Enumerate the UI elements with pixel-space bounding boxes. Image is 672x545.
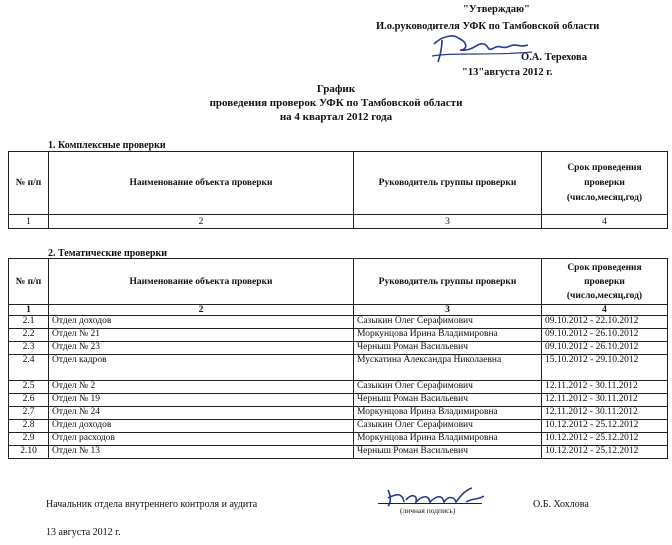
signature-caption: (личная подпись) [400, 506, 456, 515]
cell-leader: Черныш Роман Васильевич [354, 446, 542, 459]
cell-object: Отдел № 13 [49, 446, 354, 459]
footer-position: Начальник отдела внутреннего контроля и аудита [46, 499, 258, 510]
cell-leader: Сазыкин Олег Серафимович [354, 381, 542, 394]
cell-num: 2.10 [9, 446, 49, 459]
footer-date: 13 августа 2012 г. [46, 527, 121, 538]
section1-table [8, 151, 668, 229]
cell-period: 12.11.2012 - 30.11.2012 [542, 394, 668, 407]
cell-leader: Черныш Роман Васильевич [354, 394, 542, 407]
cell-num: 2.3 [9, 342, 49, 355]
cell-object: Отдел доходов [49, 316, 354, 329]
col-leader-header: Руководитель группы проверки [354, 152, 542, 215]
cell-period: 15.10.2012 - 29.10.2012 [542, 355, 668, 381]
cell-leader: Сазыкин Олег Серафимович [354, 316, 542, 329]
approval-name: О.А. Терехова [521, 52, 587, 63]
cell-object: Отдел № 21 [49, 329, 354, 342]
col-period-header: Срок проведения проверки (число,месяц,год) [542, 259, 668, 305]
cell-num: 2.8 [9, 420, 49, 433]
cell-period: 10.12.2012 - 25.12.2012 [542, 433, 668, 446]
table-row [9, 342, 668, 355]
cell-object: Отдел расходов [49, 433, 354, 446]
cell-period: 12.11.2012 - 30.11.2012 [542, 381, 668, 394]
cell-num: 2.7 [9, 407, 49, 420]
approval-position: И.о.руководителя УФК по Тамбовской области [376, 21, 600, 32]
doc-title-line2: проведения проверок УФК по Тамбовской области [209, 97, 463, 109]
table-row [9, 433, 668, 446]
col-object-header: Наименование объекта проверки [49, 152, 354, 215]
cell-num: 2.5 [9, 381, 49, 394]
cell-num: 2.6 [9, 394, 49, 407]
cell-leader: Моркунцова Ирина Владимировна [354, 407, 542, 420]
table-row [9, 420, 668, 433]
section2-table [8, 258, 668, 459]
table-header-row [9, 259, 668, 305]
table-row [9, 316, 668, 329]
col-num-header: № п/п [9, 259, 49, 305]
footer-name: О.Б. Хохлова [533, 499, 589, 510]
cell-leader: Мускатина Александра Николаевна [354, 355, 542, 381]
cell-object: Отдел кадров [49, 355, 354, 381]
table-row [9, 355, 668, 381]
cell-leader: Моркунцова Ирина Владимировна [354, 329, 542, 342]
cell-num: 2.9 [9, 433, 49, 446]
cell-period: 09.10.2012 - 26.10.2012 [542, 329, 668, 342]
cell-object: Отдел № 24 [49, 407, 354, 420]
table-row [9, 446, 668, 459]
section1-title: 1. Комплексные проверки [48, 140, 166, 151]
cell-leader: Черныш Роман Васильевич [354, 342, 542, 355]
cell-leader: Сазыкин Олег Серафимович [354, 420, 542, 433]
cell-period: 10.12.2012 - 25.12.2012 [542, 446, 668, 459]
table-row [9, 407, 668, 420]
section2-title: 2. Тематические проверки [48, 248, 167, 259]
col-period-header: Срок проведения проверки (число,месяц,год) [542, 152, 668, 215]
col-num-header: № п/п [9, 152, 49, 215]
approval-date: "13"августа 2012 г. [462, 67, 553, 78]
col-leader-header: Руководитель группы проверки [354, 259, 542, 305]
cell-period: 10.12.2012 - 25.12.2012 [542, 420, 668, 433]
cell-object: Отдел № 2 [49, 381, 354, 394]
cell-period: 09.10.2012 - 26.10.2012 [542, 342, 668, 355]
column-number-row: 1 2 3 4 [9, 215, 668, 229]
signature-line [378, 503, 482, 504]
cell-leader: Моркунцова Ирина Владимировна [354, 433, 542, 446]
cell-object: Отдел доходов [49, 420, 354, 433]
cell-object: Отдел № 19 [49, 394, 354, 407]
table-row [9, 394, 668, 407]
table-row [9, 329, 668, 342]
cell-num: 2.1 [9, 316, 49, 329]
table-row [9, 381, 668, 394]
table-header-row [9, 152, 668, 215]
approval-stamp: "Утверждаю" [463, 4, 530, 15]
cell-num: 2.4 [9, 355, 49, 381]
cell-period: 12.11.2012 - 30.11.2012 [542, 407, 668, 420]
column-number-row: 1 2 3 4 [9, 305, 668, 316]
cell-period: 09.10.2012 - 22.10.2012 [542, 316, 668, 329]
cell-object: Отдел № 23 [49, 342, 354, 355]
col-object-header: Наименование объекта проверки [49, 259, 354, 305]
doc-title-line3: на 4 квартал 2012 года [279, 111, 393, 123]
doc-title-line1: График [316, 83, 356, 95]
cell-num: 2.2 [9, 329, 49, 342]
